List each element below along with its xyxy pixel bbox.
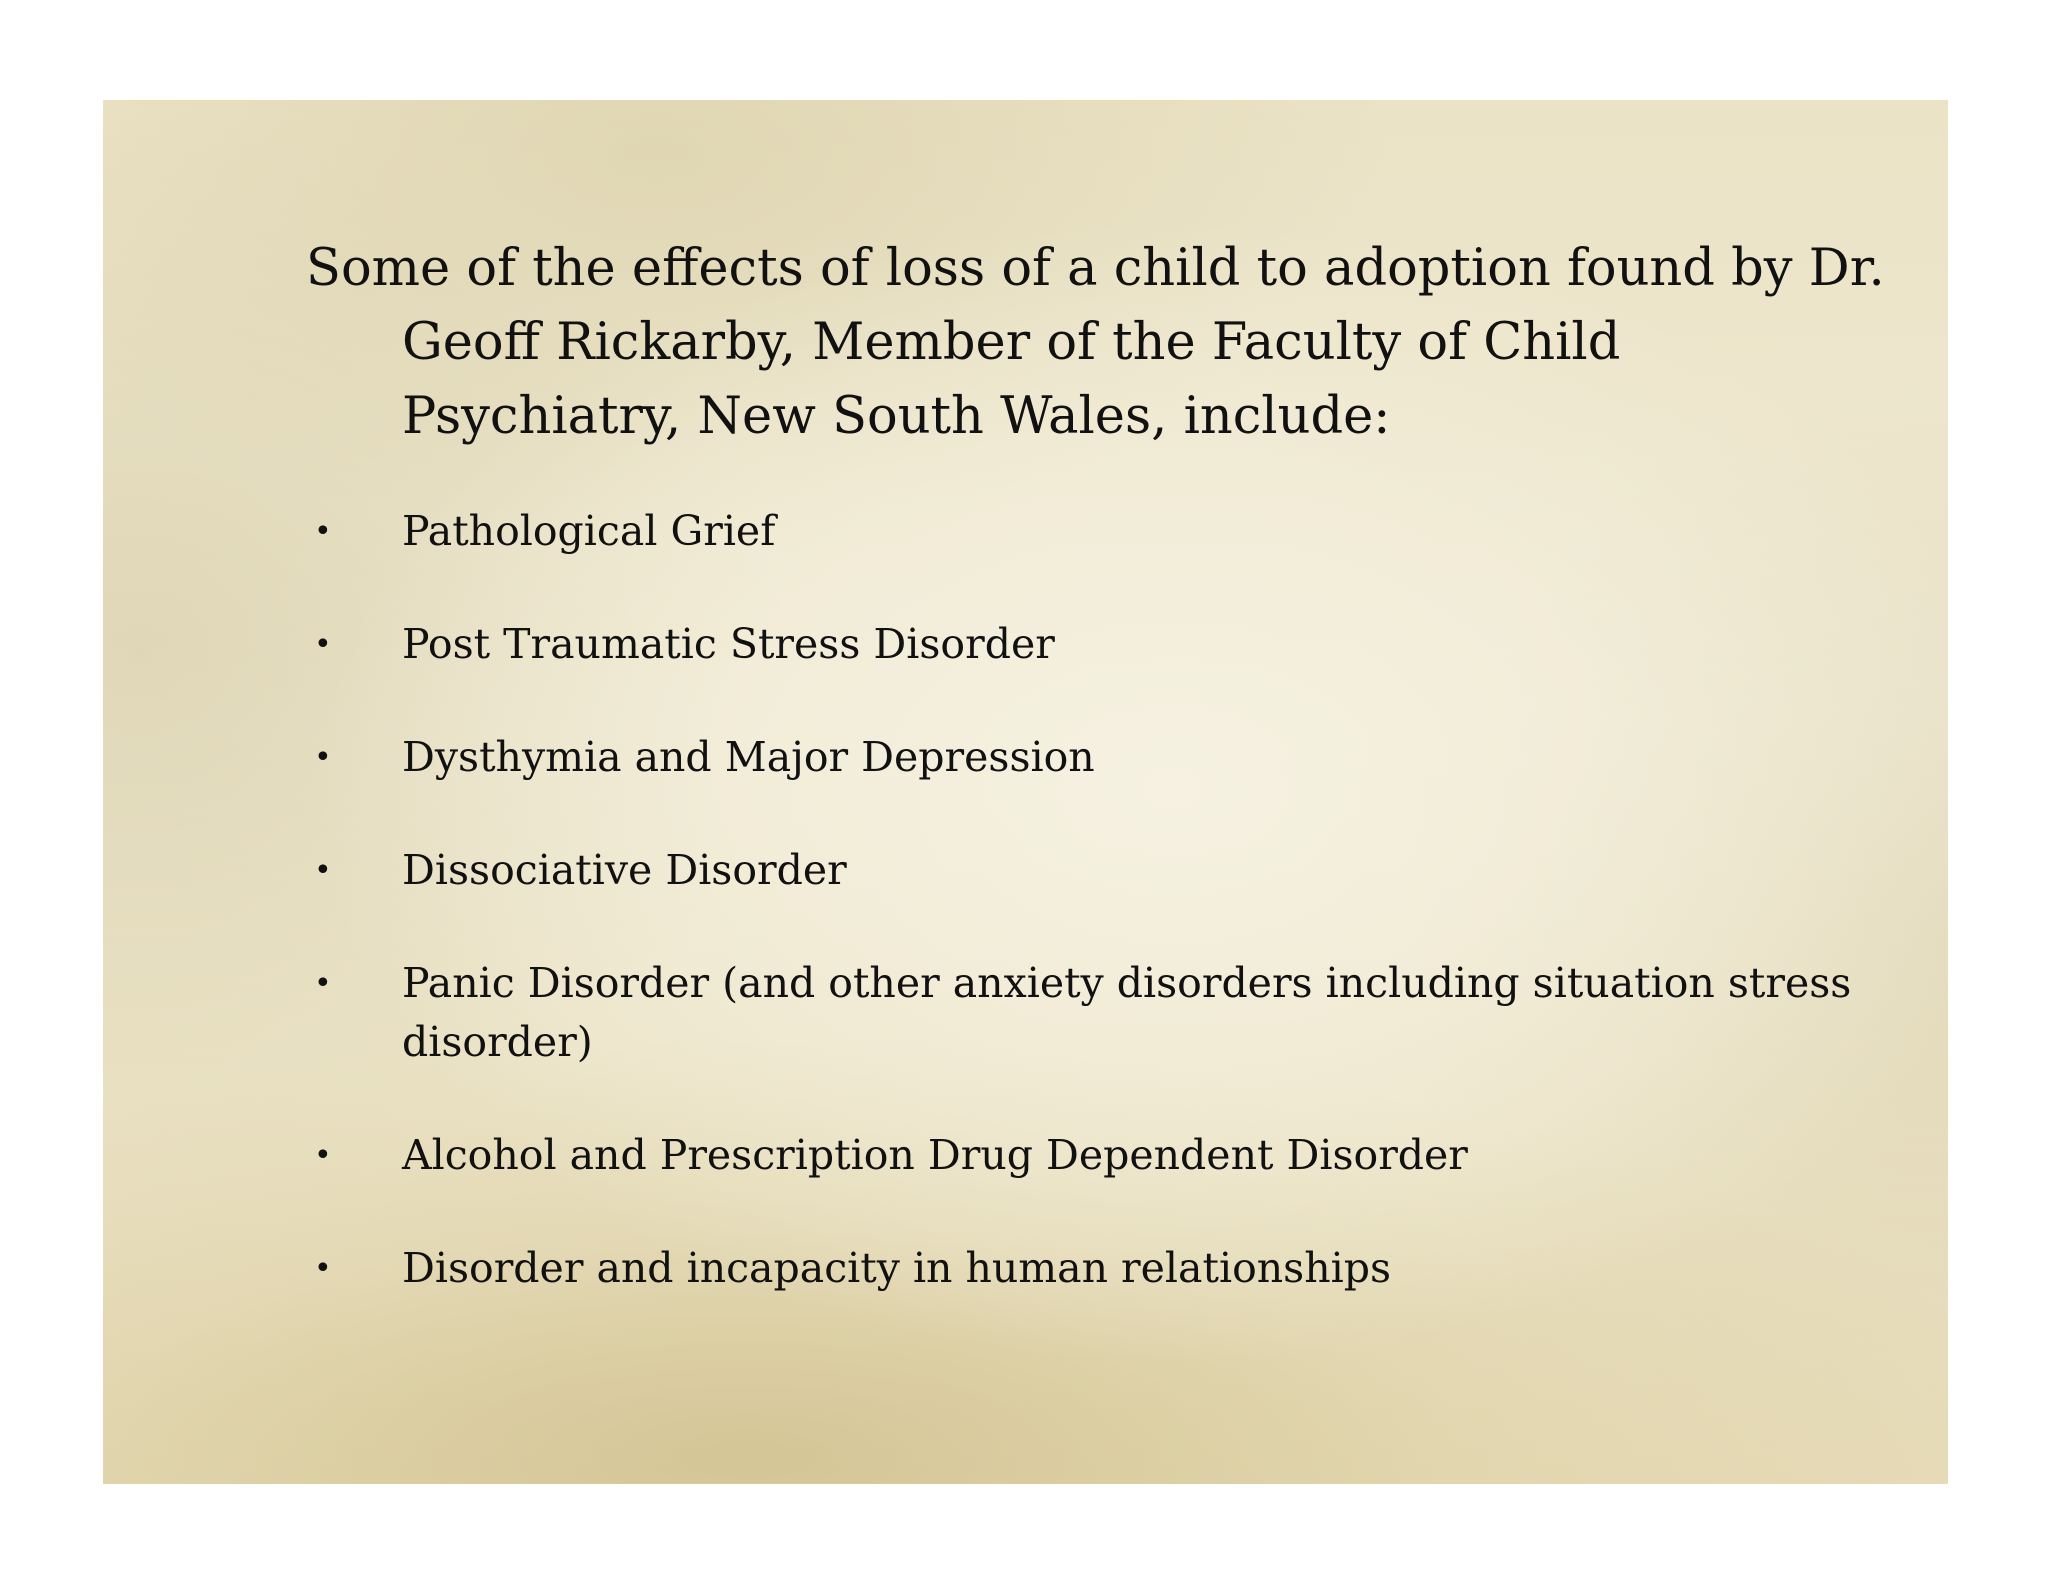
slide-title: Some of the effects of loss of a child to adoption found by Dr. Geoff Rickarby, Member of the Faculty of Child Psychiatry, New South Wales, include:	[306, 239, 1885, 446]
bullet-icon: •	[314, 514, 332, 549]
list-item	[306, 841, 1866, 900]
list-item-text: Alcohol and Prescription Drug Dependent Disorder	[402, 1131, 1468, 1179]
bullet-list	[306, 502, 1866, 1352]
list-item	[306, 502, 1866, 561]
list-item	[306, 728, 1866, 787]
list-item-text: Dysthymia and Major Depression	[402, 733, 1095, 781]
bullet-icon: •	[314, 627, 332, 662]
list-item	[306, 1239, 1866, 1298]
bullet-icon: •	[314, 1251, 332, 1286]
bullet-icon: •	[314, 740, 332, 775]
bullet-icon: •	[314, 1138, 332, 1173]
bullet-icon: •	[314, 966, 332, 1001]
slide	[103, 100, 1948, 1484]
list-item	[306, 954, 1866, 1072]
list-item-text: Dissociative Disorder	[402, 846, 847, 894]
list-item-text: Pathological Grief	[402, 507, 776, 555]
list-item	[306, 615, 1866, 674]
list-item	[306, 1126, 1866, 1185]
bullet-icon: •	[314, 853, 332, 888]
list-item-text: Panic Disorder (and other anxiety disorders including situation stress disorder)	[402, 959, 1852, 1066]
list-item-text: Post Traumatic Stress Disorder	[402, 620, 1055, 668]
list-item-text: Disorder and incapacity in human relationships	[402, 1244, 1392, 1292]
